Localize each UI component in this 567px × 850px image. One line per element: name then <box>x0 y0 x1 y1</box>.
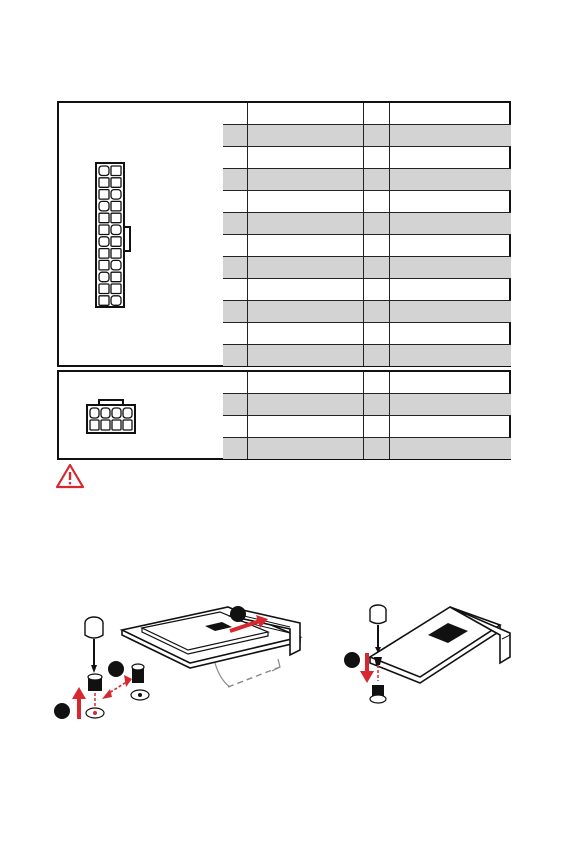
pin-row <box>223 103 511 125</box>
atx-pinout-table <box>223 103 511 366</box>
atx-pin <box>99 178 109 188</box>
signal-a-cell <box>248 191 364 213</box>
signal-b-cell <box>390 257 512 279</box>
cpu-pin <box>123 420 132 430</box>
pin-b-cell <box>364 323 390 345</box>
signal-a-cell <box>248 345 364 367</box>
atx-pin <box>111 190 121 200</box>
pin-a-cell <box>223 438 248 460</box>
pin-a-cell <box>223 279 248 301</box>
pin-a-cell <box>223 301 248 323</box>
pin-a-cell <box>223 147 248 169</box>
pin-b-cell <box>364 125 390 147</box>
pin-b-cell <box>364 416 390 438</box>
atx-pin <box>111 201 121 211</box>
atx-pin <box>111 225 121 235</box>
signal-a-cell <box>248 147 364 169</box>
atx-pin <box>99 272 109 282</box>
signal-b-cell <box>390 416 512 438</box>
pin-a-cell <box>223 257 248 279</box>
signal-a-cell <box>248 257 364 279</box>
pin-row <box>223 169 511 191</box>
atx-pin <box>111 260 121 270</box>
signal-a-cell <box>248 372 364 394</box>
pin-b-cell <box>364 279 390 301</box>
signal-a-cell <box>248 169 364 191</box>
atx-24pin-pinout-box <box>57 101 511 367</box>
atx-24-pin-connector-icon <box>93 161 143 311</box>
pin-b-cell <box>364 191 390 213</box>
cpu-pin <box>112 420 121 430</box>
m2-standoff-installation-figure <box>50 595 315 730</box>
signal-b-cell <box>390 169 512 191</box>
pin-a-cell <box>223 125 248 147</box>
atx-pin <box>111 237 121 247</box>
pin-b-cell <box>364 147 390 169</box>
atx-pin <box>99 249 109 259</box>
pin-row <box>223 235 511 257</box>
cpu-pin <box>123 408 132 418</box>
atx-pin <box>99 260 109 270</box>
cpu-pin <box>101 408 110 418</box>
pin-row <box>223 301 511 323</box>
atx-pin <box>99 296 109 306</box>
pin-row <box>223 257 511 279</box>
signal-b-cell <box>390 103 512 125</box>
step-marker <box>230 606 246 622</box>
step-marker <box>344 652 360 668</box>
pin-a-cell <box>223 169 248 191</box>
pin-row <box>223 345 511 367</box>
atx-pin <box>99 284 109 294</box>
pin-b-cell <box>364 213 390 235</box>
atx-pin <box>111 178 121 188</box>
signal-b-cell <box>390 125 512 147</box>
pin-b-cell <box>364 394 390 416</box>
pin-b-cell <box>364 301 390 323</box>
atx-pin <box>99 213 109 223</box>
signal-b-cell <box>390 372 512 394</box>
signal-a-cell <box>248 416 364 438</box>
cpu-pin <box>90 420 99 430</box>
atx-pin <box>111 296 121 306</box>
pin-a-cell <box>223 372 248 394</box>
pin-a-cell <box>223 235 248 257</box>
signal-a-cell <box>248 235 364 257</box>
atx-pin <box>111 166 121 176</box>
pin-a-cell <box>223 323 248 345</box>
pin-row <box>223 191 511 213</box>
pin-a-cell <box>223 103 248 125</box>
pin-a-cell <box>223 345 248 367</box>
pin-b-cell <box>364 372 390 394</box>
warning-triangle-icon <box>55 463 85 489</box>
atx-pin <box>99 201 109 211</box>
atx-pin <box>99 190 109 200</box>
pin-a-cell <box>223 394 248 416</box>
signal-b-cell <box>390 345 512 367</box>
pin-b-cell <box>364 235 390 257</box>
atx-pin <box>111 272 121 282</box>
signal-b-cell <box>390 213 512 235</box>
signal-b-cell <box>390 438 512 460</box>
pin-row <box>223 394 511 416</box>
pin-row <box>223 213 511 235</box>
signal-a-cell <box>248 301 364 323</box>
pin-row <box>223 279 511 301</box>
pin-row <box>223 125 511 147</box>
pin-a-cell <box>223 213 248 235</box>
atx-pin <box>111 284 121 294</box>
signal-a-cell <box>248 103 364 125</box>
pin-row <box>223 438 511 460</box>
signal-a-cell <box>248 125 364 147</box>
signal-b-cell <box>390 147 512 169</box>
signal-a-cell <box>248 279 364 301</box>
pin-b-cell <box>364 438 390 460</box>
signal-a-cell <box>248 438 364 460</box>
atx-pin <box>99 225 109 235</box>
pin-b-cell <box>364 257 390 279</box>
signal-b-cell <box>390 394 512 416</box>
signal-b-cell <box>390 301 512 323</box>
pin-b-cell <box>364 103 390 125</box>
signal-b-cell <box>390 323 512 345</box>
pin-row <box>223 323 511 345</box>
atx-pin <box>111 249 121 259</box>
atx-pin <box>99 166 109 176</box>
signal-a-cell <box>248 394 364 416</box>
cpu-8pin-pinout-box <box>57 370 511 460</box>
signal-a-cell <box>248 323 364 345</box>
atx-pin <box>99 237 109 247</box>
pin-row <box>223 416 511 438</box>
signal-b-cell <box>390 191 512 213</box>
signal-b-cell <box>390 235 512 257</box>
pin-row <box>223 147 511 169</box>
pin-a-cell <box>223 191 248 213</box>
cpu-8-pin-connector-icon <box>85 398 145 438</box>
pin-row <box>223 372 511 394</box>
cpu-pin <box>90 408 99 418</box>
signal-b-cell <box>390 279 512 301</box>
signal-a-cell <box>248 213 364 235</box>
cpu-pinout-table <box>223 372 511 459</box>
pin-b-cell <box>364 345 390 367</box>
cpu-pin <box>112 408 121 418</box>
atx-pin <box>111 213 121 223</box>
step-marker <box>54 703 70 719</box>
step-marker <box>108 661 124 677</box>
cpu-pin <box>101 420 110 430</box>
pin-a-cell <box>223 416 248 438</box>
pin-b-cell <box>364 169 390 191</box>
m2-screw-installation-figure <box>340 595 520 715</box>
